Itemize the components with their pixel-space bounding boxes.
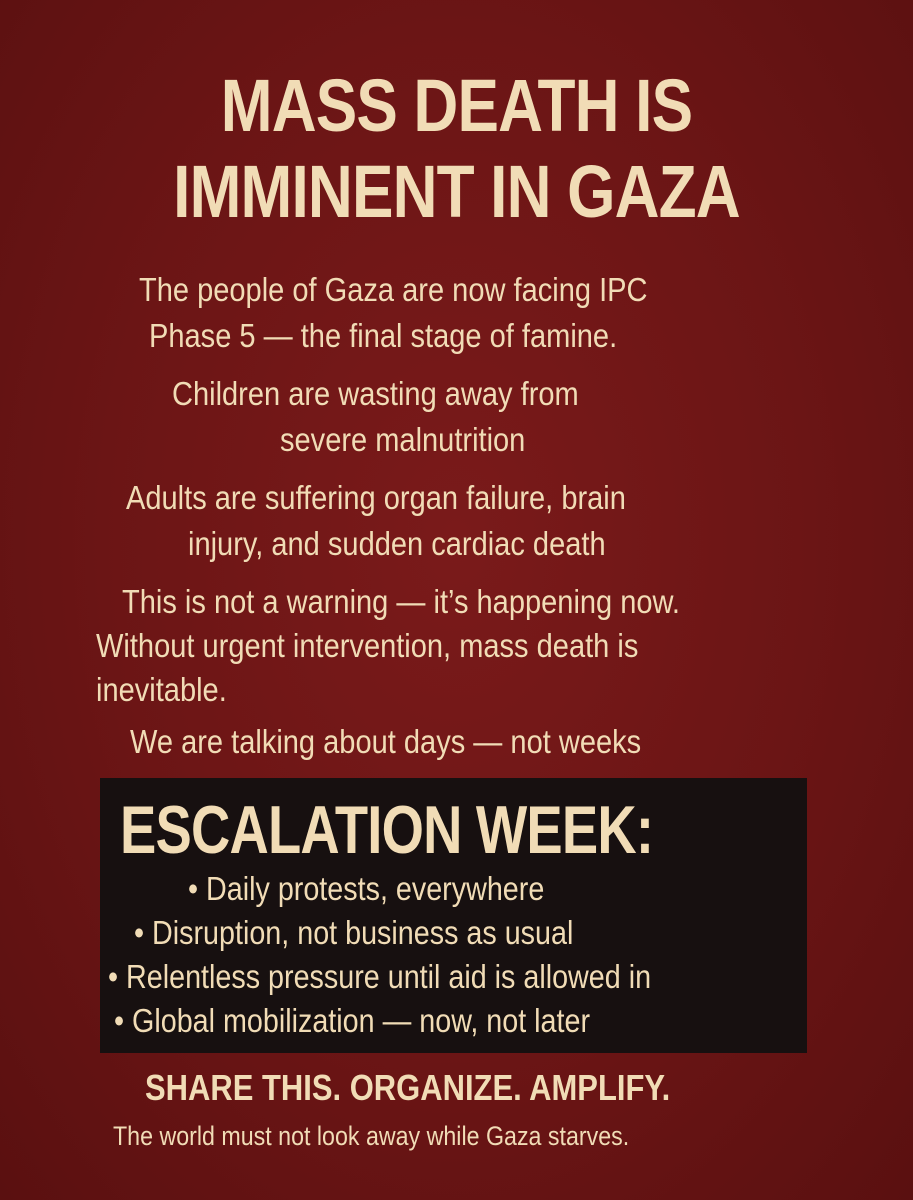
escalation-bullet-4: • Global mobilization — now, not later [114,1002,591,1039]
headline-line-2: IMMINENT IN GAZA [173,150,740,233]
escalation-bullet-3: • Relentless pressure until aid is allowed in [108,958,652,995]
paragraph-warning-line-1: This is not a warning — it’s happening now. [122,583,681,620]
paragraph-ipc-line-2: Phase 5 — the final stage of famine. [149,317,618,354]
escalation-title: ESCALATION WEEK: [120,792,654,868]
escalation-bullet-2: • Disruption, not business as usual [134,914,574,951]
escalation-box [100,778,807,1053]
headline-line-1: MASS DEATH IS [220,64,693,147]
escalation-bullet-1: • Daily protests, everywhere [188,870,545,907]
paragraph-warning-line-3: inevitable. [96,671,227,708]
cta-label: SHARE THIS. ORGANIZE. AMPLIFY. [145,1067,671,1108]
cta-subtext: The world must not look away while Gaza starves. [113,1121,630,1151]
paragraph-adults-line-1: Adults are suffering organ failure, brain [126,479,626,516]
paragraph-days-line-1: We are talking about days — not weeks [130,723,642,760]
paragraph-ipc-line-1: The people of Gaza are now facing IPC [139,271,648,308]
paragraph-warning-line-2: Without urgent intervention, mass death is [96,627,639,664]
paragraph-children-line-1: Children are wasting away from [172,375,579,412]
paragraph-children-line-2: severe malnutrition [280,421,526,458]
paragraph-adults-line-2: injury, and sudden cardiac death [188,525,606,562]
